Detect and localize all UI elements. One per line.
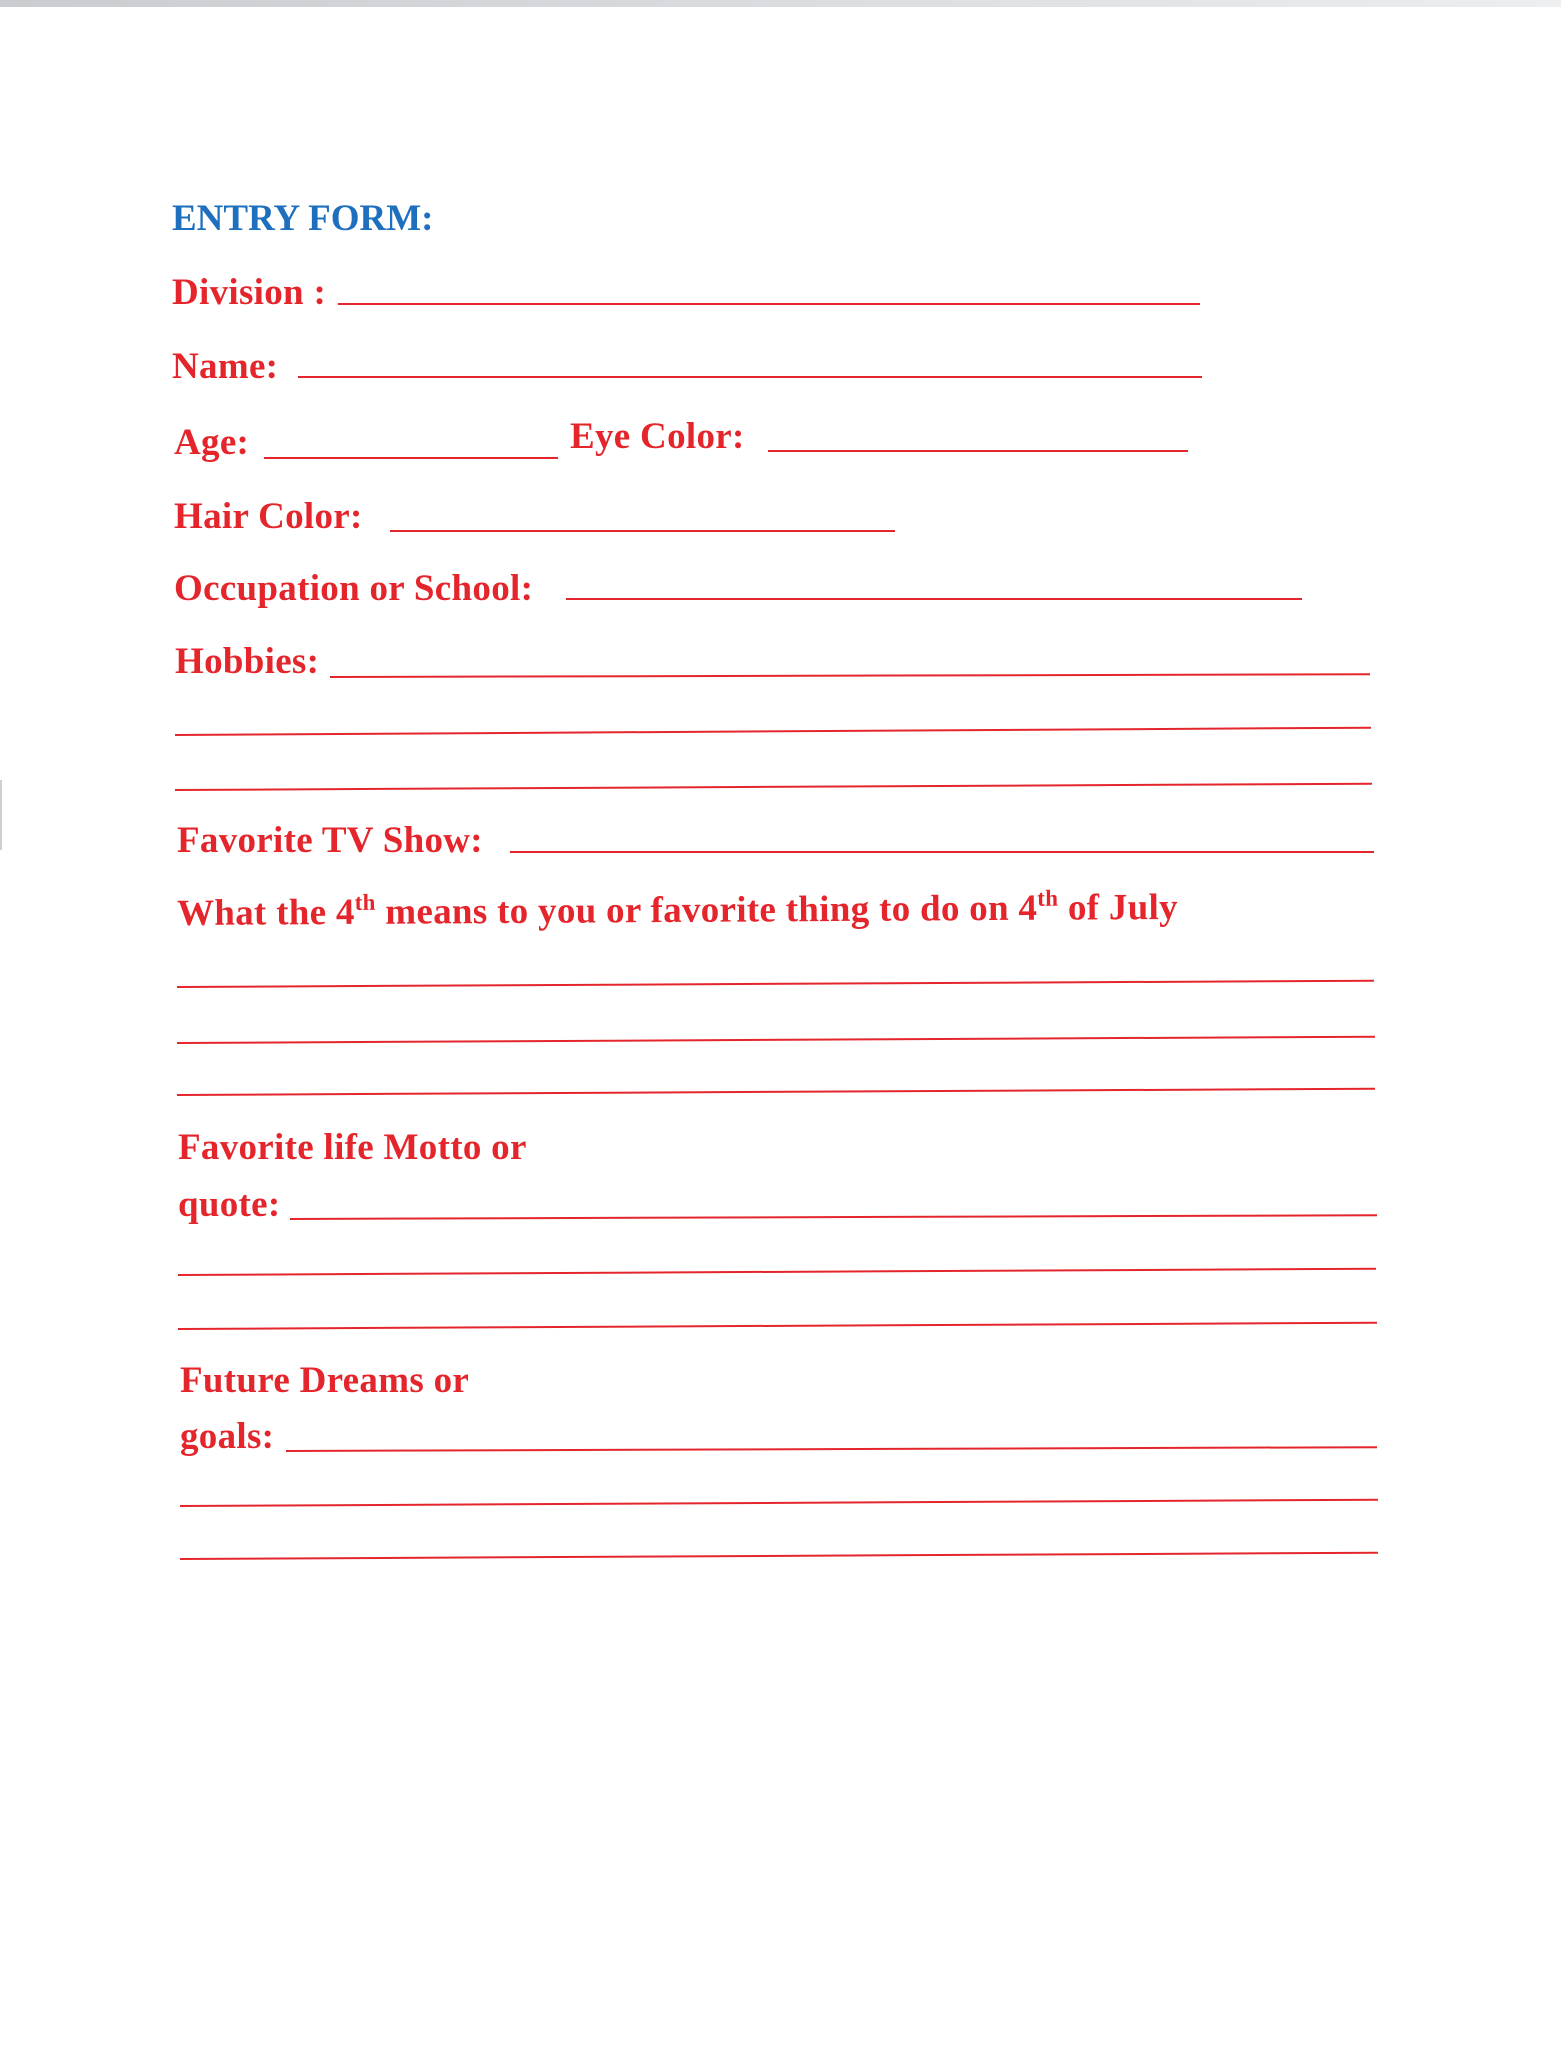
motto-line-3[interactable] [178,1322,1377,1330]
dreams-label-line2: goals: [180,1416,275,1457]
motto-label-line2: quote: [178,1184,281,1225]
dreams-line-2[interactable] [180,1499,1378,1507]
fourth-line-1[interactable] [177,980,1374,988]
hair-color-label: Hair Color: [174,496,363,537]
fourth-of-july-question: What the 4th means to you or favorite thing to do on 4th of July [176,885,1179,934]
occupation-label: Occupation or School: [174,568,534,609]
scan-top-edge [0,0,1561,7]
motto-label-line1: Favorite life Motto or [178,1127,527,1168]
occupation-line[interactable] [566,598,1302,600]
name-line[interactable] [298,376,1202,378]
fourth-line-2[interactable] [177,1036,1375,1044]
tv-show-line[interactable] [510,851,1374,853]
dreams-line-3[interactable] [180,1552,1378,1560]
hair-color-line[interactable] [390,530,895,532]
eye-color-label: Eye Color: [570,416,745,457]
dreams-label-line1: Future Dreams or [180,1360,470,1401]
tv-show-label: Favorite TV Show: [177,820,483,861]
form-title: ENTRY FORM: [172,198,434,239]
age-label: Age: [174,422,250,463]
division-label: Division : [172,272,327,313]
hobbies-label: Hobbies: [175,641,320,682]
dreams-line-1[interactable] [286,1446,1377,1452]
scan-left-edge-mark [0,780,10,850]
hobbies-line-1[interactable] [330,673,1370,678]
motto-line-1[interactable] [290,1214,1377,1220]
eye-color-line[interactable] [768,450,1188,452]
name-label: Name: [172,346,279,387]
age-line[interactable] [264,457,558,459]
hobbies-line-3[interactable] [175,783,1372,791]
division-line[interactable] [338,303,1200,305]
fourth-line-3[interactable] [177,1088,1375,1096]
motto-line-2[interactable] [178,1268,1376,1276]
hobbies-line-2[interactable] [175,727,1371,736]
